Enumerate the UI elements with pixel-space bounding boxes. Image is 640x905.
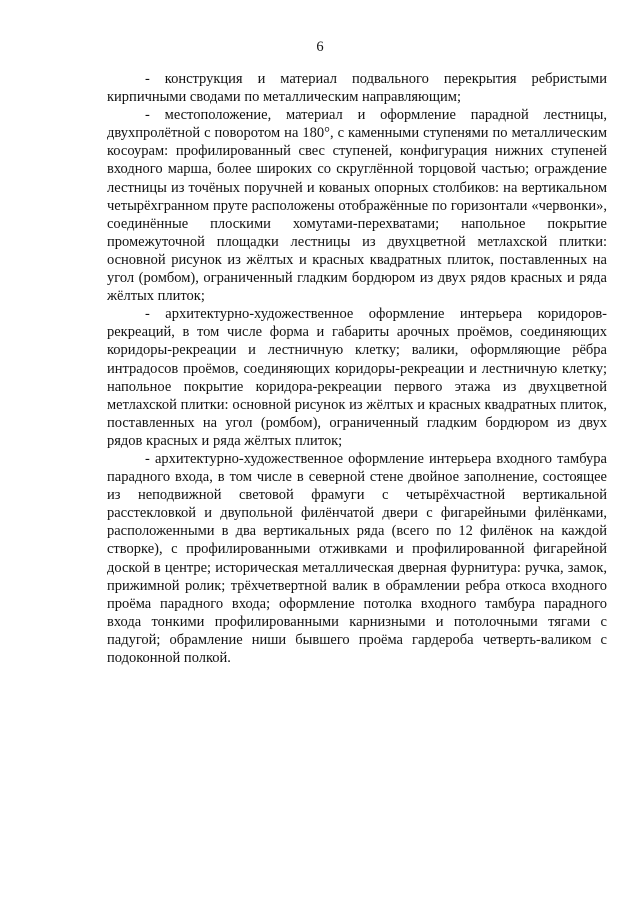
list-item-basement-ceiling: - конструкция и материал подвального перекрытия ребристыми кирпичными сводами по металлическим направляющим;: [107, 71, 607, 106]
document-body: [107, 70, 607, 667]
list-item-entrance-vestibule: - архитектурно-художественное оформление интерьера входного тамбура парадного входа, в том числе в северной стене двойное заполнение, состоящее из неподвижной световой фрамуги с четырёхчастной вертикальной расстекловкой и двупольной филёнчатой двери с фигарейными филёнками, расположенными в два вертикальных ряда (всего по 12 филёнок на каждой створке), с профилированными отживками и профилированной фигарейной доской в центре; историческая металлическая дверная фурнитура: ручка, замок, прижимной ролик; трёхчетвертной валик в обрамлении ребра откоса входного проёма парадного входа; оформление потолка входного тамбура парадного входа тонкими профилированными карнизными и потолочными тягами с падугой; обрамление ниши бывшего проёма гардероба четверть-валиком с подоконной полкой.: [107, 450, 607, 666]
page-number: 6: [316, 39, 324, 55]
list-item-main-staircase: - местоположение, материал и оформление парадной лестницы, двухпролётной с поворотом на 180°, с каменными ступенями по металлическим косоурам: профилированный свес ступеней, конфигурация нижних ступеней входного марша, более широких со скруглённой торцовой частью; ограждение лестницы из точёных поручней и кованых опорных столбиков: на вертикальном четырёхгранном пруте расположены отображённые по горизонтали «червонки», соединённые плоскими хомутами-перехватами; напольное покрытие промежуточной площадки лестницы из двухцветной метлахской плитки: основной рисунок из жёлтых и красных квадратных плиток, поставленных на угол (ромбом), ограниченный гладким бордюром из двух рядов красных и ряда жёлтых плиток;: [107, 107, 607, 305]
list-item-corridor-interior: - архитектурно-художественное оформление интерьера коридоров-рекреаций, в том числе форма и габариты арочных проёмов, соединяющих коридоры-рекреации и лестничную клетку; валики, оформляющие рёбра интрадосов проёмов, соединяющих коридоры-рекреации и лестничную клетку; напольное покрытие коридора-рекреации первого этажа из двухцветной метлахской плитки: основной рисунок из жёлтых и красных квадратных плиток, поставленных на угол (ромбом), ограниченный гладким бордюром из двух рядов красных и ряда жёлтых плиток;: [107, 306, 607, 449]
